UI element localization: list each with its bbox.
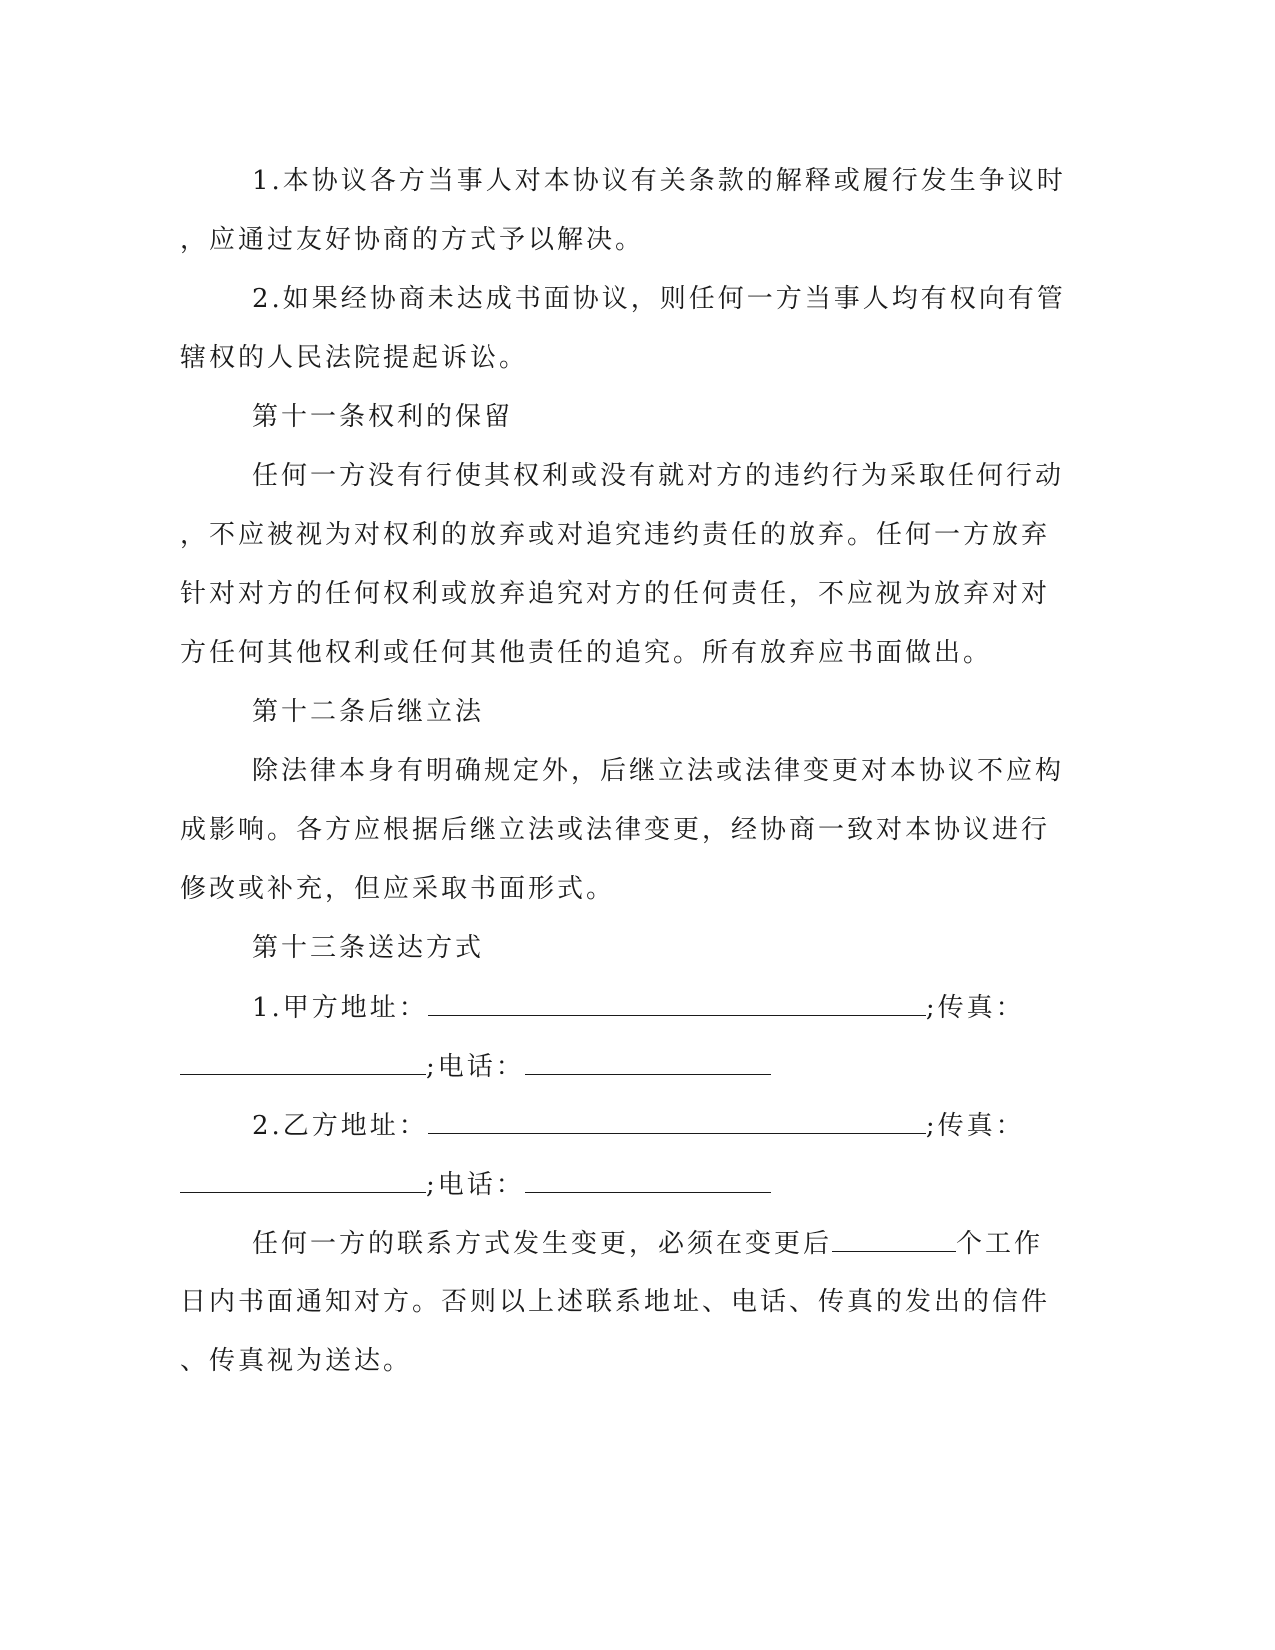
party-b-fax-blank[interactable] <box>180 1166 426 1193</box>
article-11-line-3: 针对对方的任何权利或放弃追究对方的任何责任，不应视为放弃对对 <box>180 579 1051 609</box>
article-11-line-1: 任何一方没有行使其权利或没有就对方的违约行为采取任何行动 <box>252 461 1065 491</box>
article-11-line-4: 方任何其他权利或任何其他责任的追究。所有放弃应书面做出。 <box>180 638 993 668</box>
dispute-clause-1-line-2: ，应通过友好协商的方式予以解决。 <box>180 225 645 255</box>
notice-line-1 <box>252 1225 1152 1262</box>
party-a-address-row <box>252 989 1152 1026</box>
party-b-address-blank[interactable] <box>428 1107 926 1134</box>
article-12-line-1: 除法律本身有明确规定外，后继立法或法律变更对本协议不应构 <box>252 756 1065 786</box>
dispute-clause-1-line-1: 1.本协议各方当事人对本协议有关条款的解释或履行发生争议时 <box>252 166 1066 196</box>
article-12-line-2: 成影响。各方应根据后继立法或法律变更，经协商一致对本协议进行 <box>180 815 1051 845</box>
notice-line-3: 、传真视为送达。 <box>180 1346 413 1376</box>
article-13-title: 第十三条送达方式 <box>252 933 485 963</box>
notice-line-1-after: 个工作 <box>956 1229 1044 1259</box>
article-12-title: 第十二条后继立法 <box>252 697 485 727</box>
party-a-phone-label: ;电话： <box>426 1052 525 1082</box>
party-a-address-label: 1.甲方地址： <box>252 993 428 1023</box>
dispute-clause-2-line-2: 辖权的人民法院提起诉讼。 <box>180 343 529 373</box>
party-b-address-label: 2.乙方地址： <box>252 1111 428 1141</box>
party-b-phone-label: ;电话： <box>426 1170 525 1200</box>
article-11-line-2: ，不应被视为对权利的放弃或对追究违约责任的放弃。任何一方放弃 <box>180 520 1051 550</box>
party-b-phone-blank[interactable] <box>525 1166 771 1193</box>
article-12-line-3: 修改或补充，但应采取书面形式。 <box>180 874 616 904</box>
party-a-phone-blank[interactable] <box>525 1048 771 1075</box>
notice-line-2: 日内书面通知对方。否则以上述联系地址、电话、传真的发出的信件 <box>180 1287 1051 1317</box>
party-a-fax-blank[interactable] <box>180 1048 426 1075</box>
party-b-contact-row <box>180 1166 1080 1203</box>
party-a-fax-label: ;传真： <box>925 993 1025 1023</box>
party-b-address-row <box>252 1107 1152 1144</box>
party-b-fax-label: ;传真： <box>925 1111 1025 1141</box>
notice-line-1-before: 任何一方的联系方式发生变更，必须在变更后 <box>252 1229 833 1259</box>
article-11-title: 第十一条权利的保留 <box>252 402 514 432</box>
party-a-contact-row <box>180 1048 1080 1085</box>
notice-days-blank[interactable] <box>832 1225 956 1252</box>
party-a-address-blank[interactable] <box>428 989 926 1016</box>
dispute-clause-2-line-1: 2.如果经协商未达成书面协议，则任何一方当事人均有权向有管 <box>252 284 1066 314</box>
